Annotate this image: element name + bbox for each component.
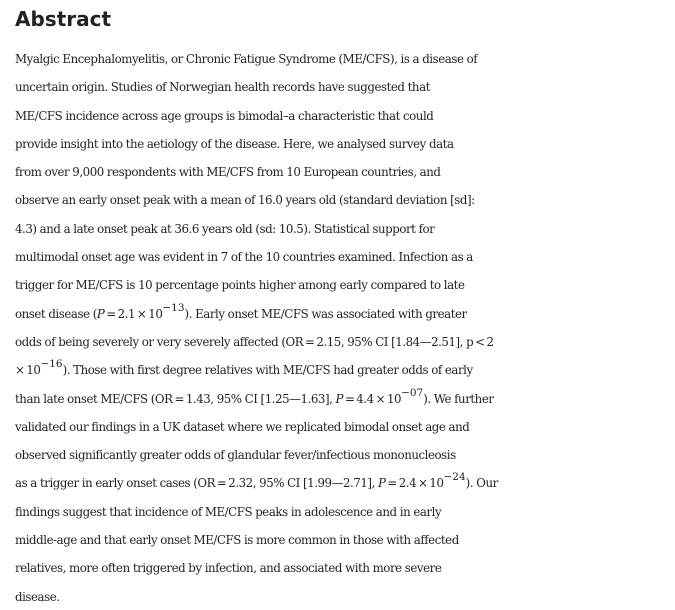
abstract-line: trigger for ME/CFS is 10 percentage points higher among early compared to late: [15, 278, 465, 293]
text-run: ). Early onset ME/CFS was associated with greater: [184, 306, 467, 321]
text-run: as a trigger in early onset cases (OR = 2.32, 95% CI [1.99—2.71],: [15, 476, 378, 491]
text-run: = 4.4 × 10: [343, 391, 402, 406]
abstract-body: [15, 45, 675, 610]
text-run: = 2.4 × 10: [385, 476, 444, 491]
text-run: ). Our: [465, 476, 498, 491]
text-run: = 2.1 × 10: [104, 306, 163, 321]
exponent: −07: [401, 386, 424, 399]
exponent: −24: [443, 471, 466, 484]
abstract-line: [15, 469, 675, 497]
text-run: × 10: [15, 363, 41, 378]
p-value-symbol: P: [335, 391, 344, 406]
abstract-line: findings suggest that incidence of ME/CFS peaks in adolescence and in early: [15, 504, 442, 519]
abstract-line: [15, 300, 675, 328]
exponent: −16: [40, 358, 63, 371]
abstract-line: uncertain origin. Studies of Norwegian health records have suggested that: [15, 80, 430, 95]
text-run: than late onset ME/CFS (OR = 1.43, 95% CI [1.25—1.63],: [15, 391, 336, 406]
abstract-line: relatives, more often triggered by infection, and associated with more severe: [15, 561, 442, 576]
text-run: onset disease (: [15, 306, 97, 321]
p-value-symbol: P: [96, 306, 105, 321]
abstract-line: disease.: [15, 589, 60, 604]
abstract-line: odds of being severely or very severely affected (OR = 2.15, 95% CI [1.84—2.51], p < 2: [15, 334, 494, 349]
abstract-line: validated our findings in a UK dataset where we replicated bimodal onset age and: [15, 419, 470, 434]
abstract-line: observed significantly greater odds of glandular fever/infectious mononucleosis: [15, 448, 456, 463]
text-run: ). We further: [423, 391, 494, 406]
abstract-line: 4.3) and a late onset peak at 36.6 years old (sd: 10.5). Statistical support for: [15, 221, 435, 236]
abstract-line: middle-age and that early onset ME/CFS is more common in those with affected: [15, 533, 459, 548]
abstract-line: multimodal onset age was evident in 7 of the 10 countries examined. Infection as a: [15, 250, 473, 265]
abstract-line: ME/CFS incidence across age groups is bimodal–a characteristic that could: [15, 108, 434, 123]
abstract-line: [15, 356, 675, 384]
abstract-line: provide insight into the aetiology of the disease. Here, we analysed survey data: [15, 136, 454, 151]
abstract-heading: Abstract: [15, 7, 112, 31]
abstract-line: Myalgic Encephalomyelitis, or Chronic Fatigue Syndrome (ME/CFS), is a disease of: [15, 52, 478, 66]
exponent: −13: [162, 301, 185, 314]
abstract-line: [15, 385, 675, 413]
abstract-line: from over 9,000 respondents with ME/CFS from 10 European countries, and: [15, 165, 441, 180]
p-value-symbol: P: [377, 476, 386, 491]
text-run: ). Those with first degree relatives with ME/CFS had greater odds of early: [62, 363, 473, 378]
abstract-line: observe an early onset peak with a mean of 16.0 years old (standard deviation [sd]:: [15, 193, 475, 208]
